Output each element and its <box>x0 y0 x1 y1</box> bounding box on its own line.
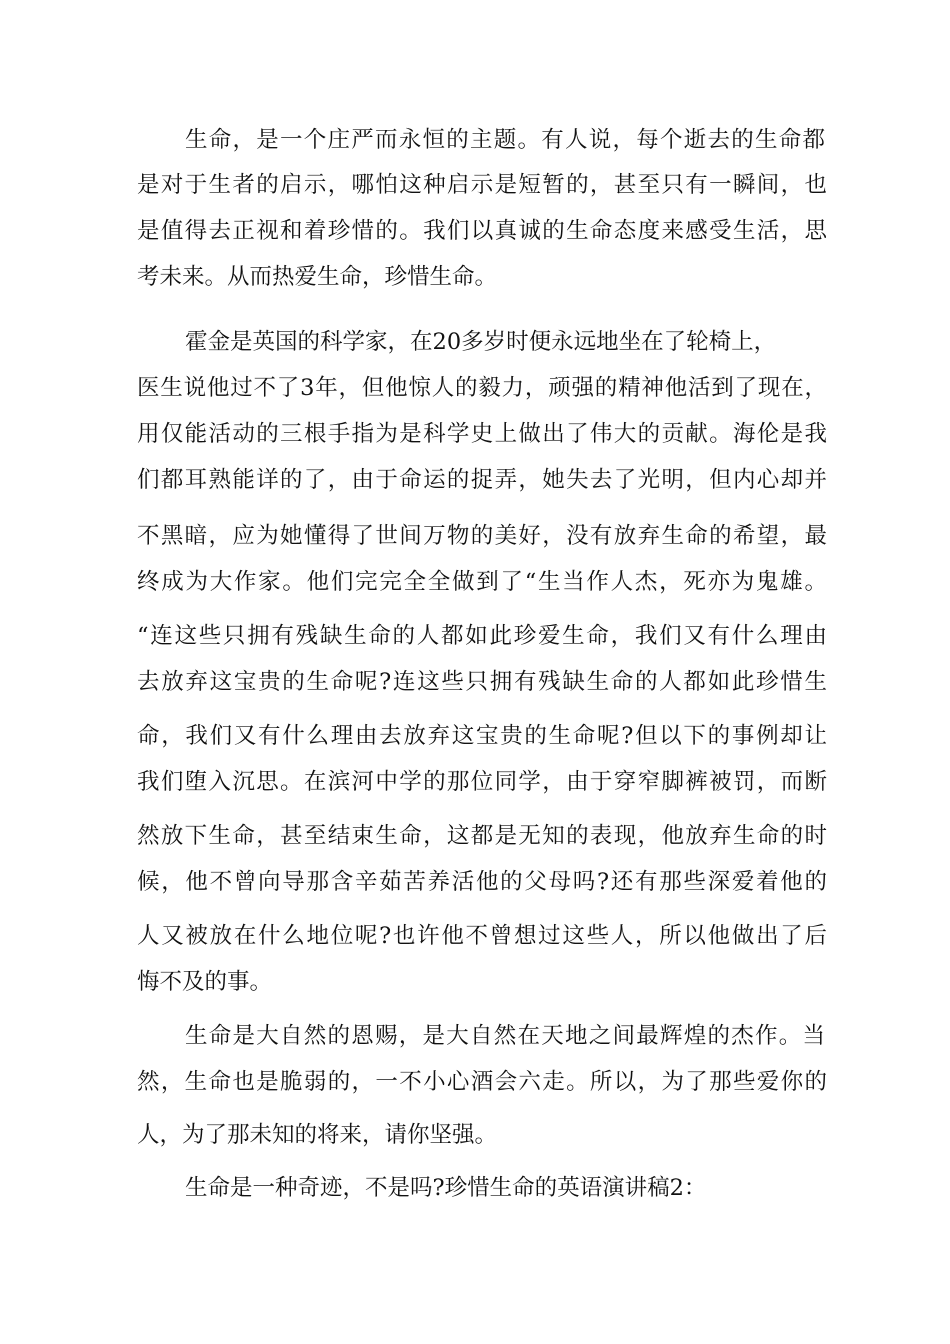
text-line: 人又被放在什么地位呢?也许他不曾想过这些人，所以他做出了后 <box>137 923 827 949</box>
text-line: 去放弃这宝贵的生命呢?连这些只拥有残缺生命的人都如此珍惜生 <box>137 669 827 695</box>
text-line: 悔不及的事。 <box>137 969 273 995</box>
text-line: 霍金是英国的科学家，在20多岁时便永远地坐在了轮椅上， <box>185 329 777 355</box>
text-line: 是对于生者的启示，哪怕这种启示是短暂的，甚至只有一瞬间，也 <box>137 172 827 198</box>
text-line: 生命，是一个庄严而永恒的主题。有人说，每个逝去的生命都 <box>185 127 825 153</box>
text-line: “连这些只拥有残缺生命的人都如此珍爱生命，我们又有什么理由 <box>137 623 827 649</box>
text-line: 然，生命也是脆弱的，一不小心酒会六走。所以，为了那些爱你的 <box>137 1069 827 1095</box>
text-line: 候，他不曾向导那含辛茹苦养活他的父母吗?还有那些深爱着他的 <box>137 869 827 895</box>
text-line: 是值得去正视和着珍惜的。我们以真诚的生命态度来感受生活，思 <box>137 218 827 244</box>
text-line: 们都耳熟能详的了，由于命运的捉弄，她失去了光明，但内心却并 <box>137 467 827 493</box>
text-line: 生命是一种奇迹，不是吗?珍惜生命的英语演讲稿2： <box>185 1175 707 1201</box>
text-line: 我们堕入沉思。在滨河中学的那位同学，由于穿窄脚裤被罚，而断 <box>137 769 827 795</box>
text-line: 人，为了那未知的将来，请你坚强。 <box>137 1122 498 1148</box>
text-line: 用仅能活动的三根手指为是科学史上做出了伟大的贡献。海伦是我 <box>137 421 827 447</box>
text-line: 医生说他过不了3年，但他惊人的毅力，顽强的精神他活到了现在， <box>137 375 827 401</box>
text-line: 命，我们又有什么理由去放弃这宝贵的生命呢?但以下的事例却让 <box>137 723 827 749</box>
text-line: 生命是大自然的恩赐，是大自然在天地之间最辉煌的杰作。当 <box>185 1023 825 1049</box>
text-line: 不黑暗，应为她懂得了世间万物的美好，没有放弃生命的希望，最 <box>137 523 827 549</box>
text-line: 终成为大作家。他们完完全全做到了“生当作人杰，死亦为鬼雄。 <box>137 569 827 595</box>
text-line: 考未来。从而热爱生命，珍惜生命。 <box>137 264 498 290</box>
text-line: 然放下生命，甚至结束生命，这都是无知的表现，他放弃生命的时 <box>137 823 827 849</box>
